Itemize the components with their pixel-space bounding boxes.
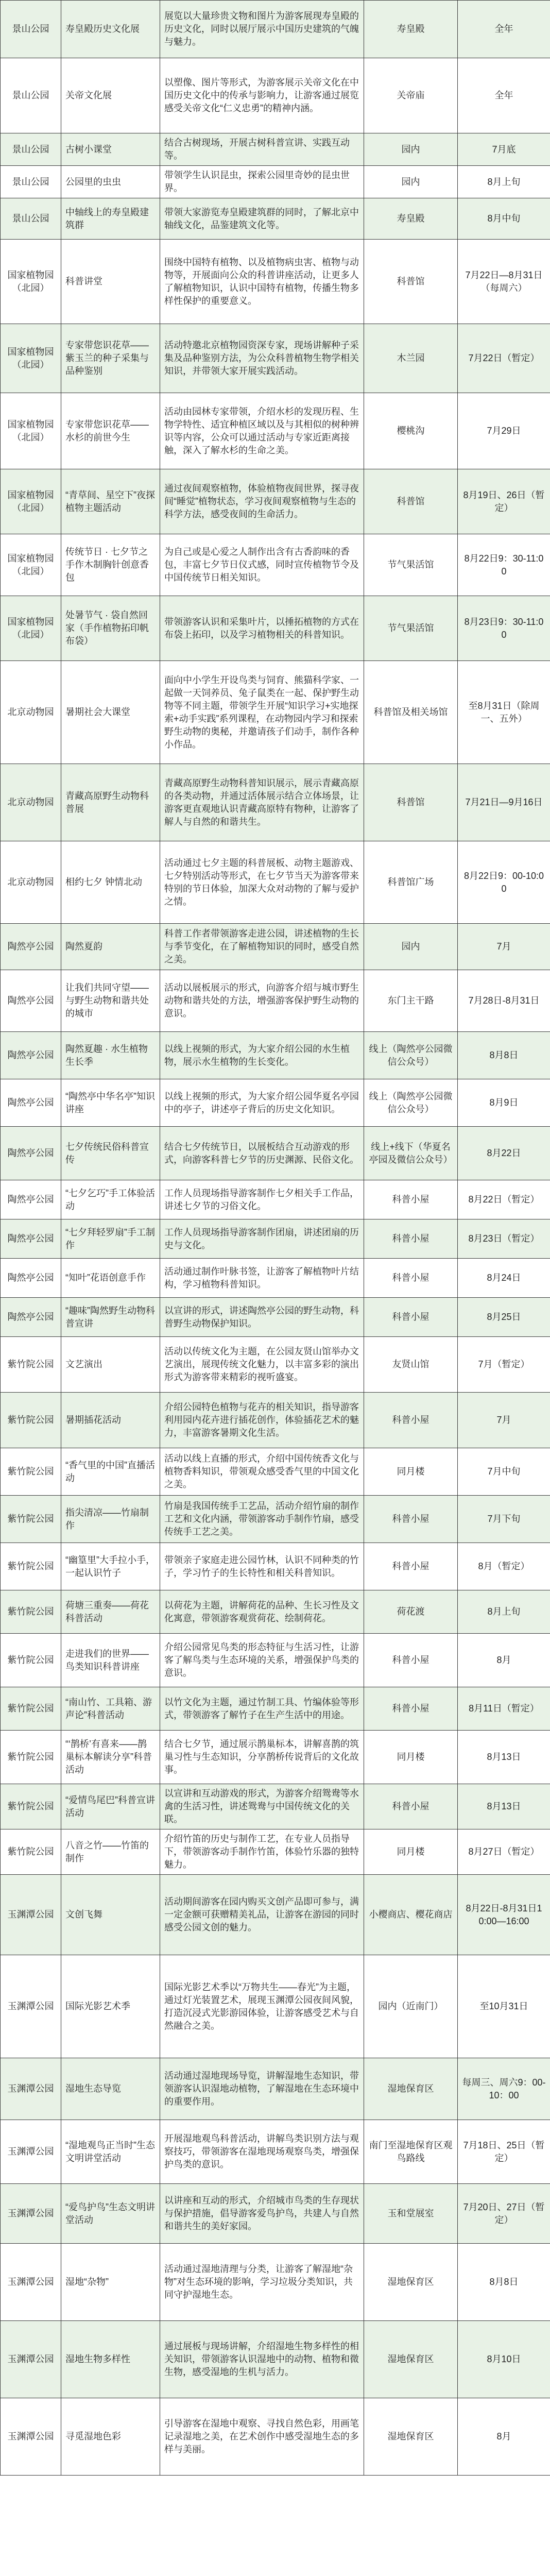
activity-name-cell: “爱鸟护鸟”生态文明讲堂活动 bbox=[61, 2184, 160, 2244]
venue-cell: 东门主干路 bbox=[364, 970, 458, 1032]
park-cell: 景山公园 bbox=[1, 1, 61, 58]
time-cell: 8月22日 bbox=[458, 1127, 550, 1180]
activity-name-cell: 专家带您识花草——水杉的前世今生 bbox=[61, 393, 160, 469]
description-cell: 介绍公园特色植物与花卉的相关知识，指导游客利用园内花卉进行插花创作，体验插花艺术的魅力，丰富游客暑期文化生活。 bbox=[160, 1393, 364, 1448]
activity-name-cell: 寿皇殿历史文化展 bbox=[61, 1, 160, 58]
time-cell: 8月8日 bbox=[458, 2244, 550, 2321]
table-row bbox=[1, 2058, 550, 2120]
activity-name-cell: “青草间、星空下”夜探植物主题活动 bbox=[61, 469, 160, 534]
venue-cell: 科普小屋 bbox=[364, 1219, 458, 1259]
venue-cell: 科普小屋 bbox=[364, 1496, 458, 1543]
table-row bbox=[1, 1955, 550, 2058]
activity-name-cell: 中轴线上的寿皇殿建筑群 bbox=[61, 198, 160, 240]
activity-name-cell: “幽篁里”大手拉小手，一起认识竹子 bbox=[61, 1543, 160, 1590]
table-row bbox=[1, 1337, 550, 1393]
venue-cell: 科普小屋 bbox=[364, 1298, 458, 1337]
activity-name-cell: 科普讲堂 bbox=[61, 240, 160, 324]
activity-name-cell: 湿地生态导览 bbox=[61, 2058, 160, 2120]
time-cell: 8月上旬 bbox=[458, 166, 550, 198]
park-cell: 陶然亭公园 bbox=[1, 1259, 61, 1298]
time-cell: 8月19日、26日（暂定） bbox=[458, 469, 550, 534]
time-cell: 7月20日、27日（暂定） bbox=[458, 2184, 550, 2244]
venue-cell: 寿皇殿 bbox=[364, 1, 458, 58]
description-cell: 青藏高原野生动物科普知识展示，展示青藏高原的各类动物，并通过活体展示结合立体场景，让游客更直观地认识青藏高原特有物种，让游客了解人与自然的和谐共生。 bbox=[160, 764, 364, 841]
description-cell: 介绍竹笛的历史与制作工艺，在专业人员指导下，带领游客动手制作竹笛，体验竹乐器的独特魅力。 bbox=[160, 1829, 364, 1875]
time-cell: 8月13日 bbox=[458, 1784, 550, 1829]
venue-cell: 科普馆广场 bbox=[364, 841, 458, 924]
table-row bbox=[1, 2321, 550, 2398]
table-row bbox=[1, 764, 550, 841]
time-cell: 7月中旬 bbox=[458, 1448, 550, 1496]
park-cell: 景山公园 bbox=[1, 198, 61, 240]
time-cell: 8月23日9：30-11:00 bbox=[458, 596, 550, 661]
activity-name-cell: 国际光影艺术季 bbox=[61, 1955, 160, 2058]
table-row bbox=[1, 198, 550, 240]
time-cell: 7月22日—8月31日（每周六） bbox=[458, 240, 550, 324]
time-cell: 7月底 bbox=[458, 133, 550, 166]
venue-cell: 节气果活馆 bbox=[364, 596, 458, 661]
description-cell: 活动通过七夕主题的科普展板、动物主题游戏、七夕特别活动等形式，在七夕节当天为游客带来特别的节日体验，加深大众对动物的了解与爱护之情。 bbox=[160, 841, 364, 924]
description-cell: 科普工作者带领游客走进公园，讲述植物的生长与季节变化，在了解植物知识的同时，感受自然之美。 bbox=[160, 924, 364, 970]
park-cell: 国家植物园（北园） bbox=[1, 534, 61, 596]
table-row bbox=[1, 1496, 550, 1543]
park-cell: 紫竹院公园 bbox=[1, 1784, 61, 1829]
activity-name-cell: 湿地“杂物” bbox=[61, 2244, 160, 2321]
time-cell: 8月中旬 bbox=[458, 198, 550, 240]
table-row bbox=[1, 1127, 550, 1180]
table-row bbox=[1, 1784, 550, 1829]
activity-name-cell: 让我们共同守望——与野生动物和谐共处的城市 bbox=[61, 970, 160, 1032]
park-cell: 紫竹院公园 bbox=[1, 1448, 61, 1496]
venue-cell: 同月楼 bbox=[364, 1829, 458, 1875]
activity-name-cell: “湿地观鸟正当时”生态文明讲堂活动 bbox=[61, 2120, 160, 2184]
park-cell: 玉渊潭公园 bbox=[1, 2184, 61, 2244]
table-row bbox=[1, 661, 550, 764]
description-cell: 介绍公园常见鸟类的形态特征与生活习性，让游客了解鸟类与生态环境的关系，增强保护鸟类的意识。 bbox=[160, 1634, 364, 1687]
description-cell: 活动通过湿地现场导览，讲解湿地生态知识，带领游客认识湿地动植物，了解湿地在生态环境中的重要作用。 bbox=[160, 2058, 364, 2120]
description-cell: 竹扇是我国传统手工艺品，活动介绍竹扇的制作工艺和文化内涵，带领游客动手制作竹扇，感受传统手工艺之美。 bbox=[160, 1496, 364, 1543]
venue-cell: 园内 bbox=[364, 924, 458, 970]
table-row bbox=[1, 2398, 550, 2476]
venue-cell: 科普馆 bbox=[364, 240, 458, 324]
park-cell: 陶然亭公园 bbox=[1, 1180, 61, 1219]
park-cell: 玉渊潭公园 bbox=[1, 2398, 61, 2476]
table-row bbox=[1, 841, 550, 924]
table-row bbox=[1, 1590, 550, 1634]
description-cell: 以线上视频的形式，为大家介绍公园华夏名亭园中的亭子，讲述亭子背后的历史文化知识。 bbox=[160, 1079, 364, 1127]
venue-cell: 科普馆 bbox=[364, 764, 458, 841]
activity-name-cell: 七夕传统民俗科普宣传 bbox=[61, 1127, 160, 1180]
venue-cell: 科普小屋 bbox=[364, 1784, 458, 1829]
activity-name-cell: 传统节日 · 七夕节之手作木制胸针创意香包 bbox=[61, 534, 160, 596]
description-cell: 结合古树现场，开展古树科普宣讲、实践互动等。 bbox=[160, 133, 364, 166]
park-cell: 玉渊潭公园 bbox=[1, 2058, 61, 2120]
time-cell: 8月11日（暂定） bbox=[458, 1687, 550, 1731]
activity-name-cell: 指尖清凉——竹扇制作 bbox=[61, 1496, 160, 1543]
description-cell: 活动通过湿地清理与分类，让游客了解湿地“杂物”对生态环境的影响，学习垃圾分类知识，共同守护湿地生态。 bbox=[160, 2244, 364, 2321]
activity-name-cell: 文艺演出 bbox=[61, 1337, 160, 1393]
park-cell: 紫竹院公园 bbox=[1, 1687, 61, 1731]
description-cell: 活动通过制作叶脉书签，让游客了解植物叶片结构，学习植物科普知识。 bbox=[160, 1259, 364, 1298]
venue-cell: 友贤山馆 bbox=[364, 1337, 458, 1393]
table-row bbox=[1, 240, 550, 324]
table-row bbox=[1, 393, 550, 469]
time-cell: 8月27日（暂定） bbox=[458, 1829, 550, 1875]
table-row bbox=[1, 1298, 550, 1337]
park-cell: 陶然亭公园 bbox=[1, 924, 61, 970]
activity-name-cell: 相约七夕 钟情北动 bbox=[61, 841, 160, 924]
time-cell: 8月25日 bbox=[458, 1298, 550, 1337]
time-cell: 8月22日9：30-11:00 bbox=[458, 534, 550, 596]
park-cell: 玉渊潭公园 bbox=[1, 1875, 61, 1955]
description-cell: 开展湿地观鸟科普活动，讲解鸟类识别方法与观察技巧，带领游客在湿地现场观察鸟类，增强保护鸟类的意识。 bbox=[160, 2120, 364, 2184]
table-row bbox=[1, 1634, 550, 1687]
description-cell: 结合七夕节，通过展示鹊巢标本，讲解喜鹊的筑巢习性与生态知识，分享鹊桥传说背后的文化故事。 bbox=[160, 1731, 364, 1784]
activity-name-cell: 陶然夏趣 · 水生植物生长季 bbox=[61, 1032, 160, 1079]
time-cell: 全年 bbox=[458, 58, 550, 133]
time-cell: 8月24日 bbox=[458, 1259, 550, 1298]
time-cell: 7月下旬 bbox=[458, 1496, 550, 1543]
description-cell: 引导游客在湿地中观察、寻找自然色彩，用画笔记录湿地之美，在艺术创作中感受湿地生态的多样与美丽。 bbox=[160, 2398, 364, 2476]
time-cell: 每周三、周六9：00-10：00 bbox=[458, 2058, 550, 2120]
table-row bbox=[1, 596, 550, 661]
description-cell: 带领学生认识昆虫，探索公园里奇妙的昆虫世界。 bbox=[160, 166, 364, 198]
venue-cell: 樱桃沟 bbox=[364, 393, 458, 469]
park-cell: 陶然亭公园 bbox=[1, 1079, 61, 1127]
venue-cell: 湿地保育区 bbox=[364, 2321, 458, 2398]
time-cell: 7月 bbox=[458, 924, 550, 970]
description-cell: 带领亲子家庭走进公园竹林，认识不同种类的竹子，学习竹子的生长特性和相关科普知识。 bbox=[160, 1543, 364, 1590]
park-cell: 陶然亭公园 bbox=[1, 1298, 61, 1337]
time-cell: 8月8日 bbox=[458, 1032, 550, 1079]
time-cell: 7月 bbox=[458, 1393, 550, 1448]
table-row bbox=[1, 970, 550, 1032]
venue-cell: 关帝庙 bbox=[364, 58, 458, 133]
park-cell: 玉渊潭公园 bbox=[1, 2244, 61, 2321]
venue-cell: 科普小屋 bbox=[364, 1393, 458, 1448]
description-cell: 展览以大量珍贵文物和图片为游客展现寿皇殿的历史文化，同时以展厅展示中国历史建筑的气魄与魅力。 bbox=[160, 1, 364, 58]
venue-cell: 科普馆 bbox=[364, 469, 458, 534]
park-cell: 北京动物园 bbox=[1, 841, 61, 924]
activity-name-cell: “趣味”陶然野生动物科普宣讲 bbox=[61, 1298, 160, 1337]
description-cell: 通过展板与现场讲解，介绍湿地生物多样性的相关知识，带领游客认识湿地中的动物、植物和微生物，感受湿地的生机与活力。 bbox=[160, 2321, 364, 2398]
activity-name-cell: 湿地生物多样性 bbox=[61, 2321, 160, 2398]
time-cell: 全年 bbox=[458, 1, 550, 58]
description-cell: 国际光影艺术季以“万物共生——春光”为主题，通过灯光装置艺术，展现玉渊潭公园夜间风貌，打造沉浸式光影游园体验，让游客感受艺术与自然融合之美。 bbox=[160, 1955, 364, 2058]
time-cell: 7月18日、25日（暂定） bbox=[458, 2120, 550, 2184]
time-cell: 8月10日 bbox=[458, 2321, 550, 2398]
table-row bbox=[1, 1448, 550, 1496]
time-cell: 7月22日（暂定） bbox=[458, 324, 550, 393]
venue-cell: 园内 bbox=[364, 133, 458, 166]
time-cell: 8月 bbox=[458, 2398, 550, 2476]
venue-cell: 湿地保育区 bbox=[364, 2398, 458, 2476]
table-row bbox=[1, 2244, 550, 2321]
venue-cell: 科普小屋 bbox=[364, 1259, 458, 1298]
description-cell: 围绕中国特有植物、以及植物病虫害、植物与动物等，开展面向公众的科普讲座活动，让更多人了解植物知识，认识中国特有植物，传播生物多样性保护的重要意义。 bbox=[160, 240, 364, 324]
description-cell: 活动以线上直播的形式，介绍中国传统香文化与植物香料知识，带领观众感受香气里的中国文化之美。 bbox=[160, 1448, 364, 1496]
time-cell: 7月（暂定） bbox=[458, 1337, 550, 1393]
activity-name-cell: 荷塘三重奏——荷花科普活动 bbox=[61, 1590, 160, 1634]
park-cell: 玉渊潭公园 bbox=[1, 2120, 61, 2184]
description-cell: 活动期间游客在园内购买文创产品即可参与，满一定金额可获赠精美礼品，让游客在游园的同时感受公园文创的魅力。 bbox=[160, 1875, 364, 1955]
description-cell: 活动以传统文化为主题，在公园友贤山馆举办文艺演出，展现传统文化魅力，以丰富多彩的演出形式为游客带来精彩的视听盛宴。 bbox=[160, 1337, 364, 1393]
park-cell: 紫竹院公园 bbox=[1, 1496, 61, 1543]
activity-name-cell: 公园里的虫虫 bbox=[61, 166, 160, 198]
description-cell: 活动由园林专家带领，介绍水杉的发现历程、生物学特性、适宜种植区域以及与其相似的树种辨识等内容，公众可以通过活动与专家近距离接触，深入了解水杉的生命之美。 bbox=[160, 393, 364, 469]
description-cell: 工作人员现场指导游客制作团扇，讲述团扇的历史与文化。 bbox=[160, 1219, 364, 1259]
description-cell: 以竹文化为主题，通过竹制工具、竹编体验等形式，带领游客了解竹子在生产生活中的用途。 bbox=[160, 1687, 364, 1731]
description-cell: 以宣讲和互动游戏的形式，为游客介绍鸳鸯等水禽的生活习性，讲述鸳鸯与中国传统文化的关联。 bbox=[160, 1784, 364, 1829]
activity-name-cell: “七夕乞巧”手工体验活动 bbox=[61, 1180, 160, 1219]
venue-cell: 湿地保育区 bbox=[364, 2058, 458, 2120]
activity-name-cell: 八音之竹——竹笛的制作 bbox=[61, 1829, 160, 1875]
description-cell: 面向中小学生开设鸟类与饲育、熊猫科学家、一起做一天饲养员、兔子鼠类在一起、保护野生动物等不同主题，带领学生开展“知识学习+实地探索+动手实践”系列课程，在动物园内学习和探索野生动物的奥秘，并邀请孩子们动手，制作各种小作品。 bbox=[160, 661, 364, 764]
time-cell: 8月9日 bbox=[458, 1079, 550, 1127]
table-row bbox=[1, 166, 550, 198]
time-cell: 8月22日（暂定） bbox=[458, 1180, 550, 1219]
time-cell: 8月22日-8月31日10:00—16:00 bbox=[458, 1875, 550, 1955]
time-cell: 7月29日 bbox=[458, 393, 550, 469]
description-cell: 为自己或是心爱之人制作出含有古香韵味的香包，丰富七夕节日仪式感，同时宣传植物节令及中国传统节日相关知识。 bbox=[160, 534, 364, 596]
venue-cell: 节气果活馆 bbox=[364, 534, 458, 596]
park-cell: 景山公园 bbox=[1, 133, 61, 166]
table-row bbox=[1, 1219, 550, 1259]
time-cell: 8月 bbox=[458, 1634, 550, 1687]
venue-cell: 线上（陶然亭公园微信公众号） bbox=[364, 1032, 458, 1079]
venue-cell: 小樱商店、樱花商店 bbox=[364, 1875, 458, 1955]
time-cell: 8月（暂定） bbox=[458, 1543, 550, 1590]
table-row bbox=[1, 1687, 550, 1731]
park-cell: 陶然亭公园 bbox=[1, 1127, 61, 1180]
table-row bbox=[1, 2120, 550, 2184]
time-cell: 8月22日9：00-10:00 bbox=[458, 841, 550, 924]
table-row bbox=[1, 469, 550, 534]
park-cell: 玉渊潭公园 bbox=[1, 2321, 61, 2398]
description-cell: 通过夜间观察植物，体验植物夜间世界，探寻夜间“睡觉”植物状态，学习夜间观察植物与生态的科学方法，感受夜间的生命活力。 bbox=[160, 469, 364, 534]
venue-cell: 科普小屋 bbox=[364, 1543, 458, 1590]
table-row bbox=[1, 1032, 550, 1079]
table-row bbox=[1, 1731, 550, 1784]
activity-name-cell: “陶然亭中华名亭”知识讲座 bbox=[61, 1079, 160, 1127]
table-row bbox=[1, 133, 550, 166]
description-cell: 活动以展板展示的形式，向游客介绍与城市野生动物和谐共处的方法，增强游客保护野生动物的意识。 bbox=[160, 970, 364, 1032]
park-cell: 紫竹院公园 bbox=[1, 1337, 61, 1393]
description-cell: 带领大家游览寿皇殿建筑群的同时，了解北京中轴线文化，品鉴建筑文化等。 bbox=[160, 198, 364, 240]
park-cell: 国家植物园（北园） bbox=[1, 596, 61, 661]
venue-cell: 湿地保育区 bbox=[364, 2244, 458, 2321]
time-cell: 7月21日—9月16日 bbox=[458, 764, 550, 841]
venue-cell: 木兰园 bbox=[364, 324, 458, 393]
activity-name-cell: 处暑节气 · 袋自然回家（手作植物拓印帆布袋） bbox=[61, 596, 160, 661]
venue-cell: 科普小屋 bbox=[364, 1687, 458, 1731]
table-row bbox=[1, 1079, 550, 1127]
activity-name-cell: “‘鹊桥’有喜来——鹊巢标本解读分享”科普活动 bbox=[61, 1731, 160, 1784]
table-row bbox=[1, 324, 550, 393]
park-cell: 景山公园 bbox=[1, 58, 61, 133]
activity-name-cell: “香气里的中国”直播活动 bbox=[61, 1448, 160, 1496]
park-cell: 国家植物园（北园） bbox=[1, 469, 61, 534]
activity-name-cell: 专家带您识花草——紫玉兰的种子采集与品种鉴别 bbox=[61, 324, 160, 393]
venue-cell: 园内（近南门） bbox=[364, 1955, 458, 2058]
activity-name-cell: “爱情鸟尾巴”科普宣讲活动 bbox=[61, 1784, 160, 1829]
activity-name-cell: 寻觅湿地色彩 bbox=[61, 2398, 160, 2476]
park-cell: 紫竹院公园 bbox=[1, 1543, 61, 1590]
table-row bbox=[1, 1, 550, 58]
table-row bbox=[1, 58, 550, 133]
venue-cell: 线上（陶然亭公园微信公众号） bbox=[364, 1079, 458, 1127]
table-row bbox=[1, 1393, 550, 1448]
park-cell: 国家植物园（北园） bbox=[1, 324, 61, 393]
activity-name-cell: 暑期社会大课堂 bbox=[61, 661, 160, 764]
park-cell: 国家植物园（北园） bbox=[1, 240, 61, 324]
park-cell: 玉渊潭公园 bbox=[1, 1955, 61, 2058]
activity-name-cell: 走进我们的世界——鸟类知识科普讲座 bbox=[61, 1634, 160, 1687]
venue-cell: 园内 bbox=[364, 166, 458, 198]
table-row bbox=[1, 924, 550, 970]
description-cell: 工作人员现场指导游客制作七夕相关手工作品，讲述七夕节的习俗文化。 bbox=[160, 1180, 364, 1219]
description-cell: 活动特邀北京植物园资深专家，现场讲解种子采集及品种鉴别方法，为公众科普植物生物学相关知识，并带领大家开展实践活动。 bbox=[160, 324, 364, 393]
activity-name-cell: 青藏高原野生动物科普展 bbox=[61, 764, 160, 841]
park-cell: 陶然亭公园 bbox=[1, 1219, 61, 1259]
table-row bbox=[1, 1875, 550, 1955]
venue-cell: 玉和堂展室 bbox=[364, 2184, 458, 2244]
park-cell: 紫竹院公园 bbox=[1, 1393, 61, 1448]
description-cell: 带领游客认识和采集叶片，以捶拓植物的方式在布袋上拓印，以及学习植物相关的科普知识。 bbox=[160, 596, 364, 661]
time-cell: 8月13日 bbox=[458, 1731, 550, 1784]
venue-cell: 科普小屋 bbox=[364, 1180, 458, 1219]
description-cell: 以荷花为主题，讲解荷花的品种、生长习性及文化寓意，带领游客观赏荷花、绘制荷花。 bbox=[160, 1590, 364, 1634]
table-row bbox=[1, 1180, 550, 1219]
time-cell: 至10月31日 bbox=[458, 1955, 550, 2058]
park-cell: 北京动物园 bbox=[1, 764, 61, 841]
description-cell: 以讲座和互动的形式，介绍城市鸟类的生存现状与保护措施，倡导游客爱鸟护鸟，共建人与自然和谐共生的美好家园。 bbox=[160, 2184, 364, 2244]
park-cell: 国家植物园（北园） bbox=[1, 393, 61, 469]
park-cell: 紫竹院公园 bbox=[1, 1731, 61, 1784]
activity-table-body bbox=[1, 1, 550, 2476]
park-cell: 紫竹院公园 bbox=[1, 1634, 61, 1687]
venue-cell: 南门至湿地保育区观鸟路线 bbox=[364, 2120, 458, 2184]
table-row bbox=[1, 1259, 550, 1298]
description-cell: 以宣讲的形式，讲述陶然亭公园的野生动物，科普野生动物保护知识。 bbox=[160, 1298, 364, 1337]
activity-name-cell: “南山竹、工具箱、游声论”科普活动 bbox=[61, 1687, 160, 1731]
activity-name-cell: “七夕拜轻罗扇”手工制作 bbox=[61, 1219, 160, 1259]
time-cell: 8月23日（暂定） bbox=[458, 1219, 550, 1259]
table-row bbox=[1, 534, 550, 596]
venue-cell: 寿皇殿 bbox=[364, 198, 458, 240]
activity-name-cell: 暑期插花活动 bbox=[61, 1393, 160, 1448]
park-cell: 景山公园 bbox=[1, 166, 61, 198]
venue-cell: 线上+线下（华夏名亭园及微信公众号） bbox=[364, 1127, 458, 1180]
venue-cell: 同月楼 bbox=[364, 1448, 458, 1496]
table-row bbox=[1, 1543, 550, 1590]
time-cell: 7月28日-8月31日 bbox=[458, 970, 550, 1032]
activity-name-cell: 文创飞舞 bbox=[61, 1875, 160, 1955]
time-cell: 至8月31日（除周一、五外） bbox=[458, 661, 550, 764]
activity-name-cell: “知叶”花语创意手作 bbox=[61, 1259, 160, 1298]
venue-cell: 同月楼 bbox=[364, 1731, 458, 1784]
time-cell: 8月上旬 bbox=[458, 1590, 550, 1634]
table-row bbox=[1, 2184, 550, 2244]
venue-cell: 科普馆及相关场馆 bbox=[364, 661, 458, 764]
park-cell: 紫竹院公园 bbox=[1, 1829, 61, 1875]
park-cell: 紫竹院公园 bbox=[1, 1590, 61, 1634]
park-cell: 陶然亭公园 bbox=[1, 970, 61, 1032]
venue-cell: 荷花渡 bbox=[364, 1590, 458, 1634]
park-cell: 陶然亭公园 bbox=[1, 1032, 61, 1079]
activity-name-cell: 古树小课堂 bbox=[61, 133, 160, 166]
activity-name-cell: 陶然夏韵 bbox=[61, 924, 160, 970]
description-cell: 以线上视频的形式，为大家介绍公园的水生植物，展示水生植物的生长变化。 bbox=[160, 1032, 364, 1079]
venue-cell: 科普小屋 bbox=[364, 1634, 458, 1687]
activity-name-cell: 关帝文化展 bbox=[61, 58, 160, 133]
table-row bbox=[1, 1829, 550, 1875]
description-cell: 以塑像、图片等形式，为游客展示关帝文化在中国历史文化中的传承与影响力，让游客通过展览感受关帝文化“仁义忠勇”的精神内涵。 bbox=[160, 58, 364, 133]
description-cell: 结合七夕传统节日，以展板结合互动游戏的形式，向游客科普七夕节的历史渊源、民俗文化。 bbox=[160, 1127, 364, 1180]
park-cell: 北京动物园 bbox=[1, 661, 61, 764]
